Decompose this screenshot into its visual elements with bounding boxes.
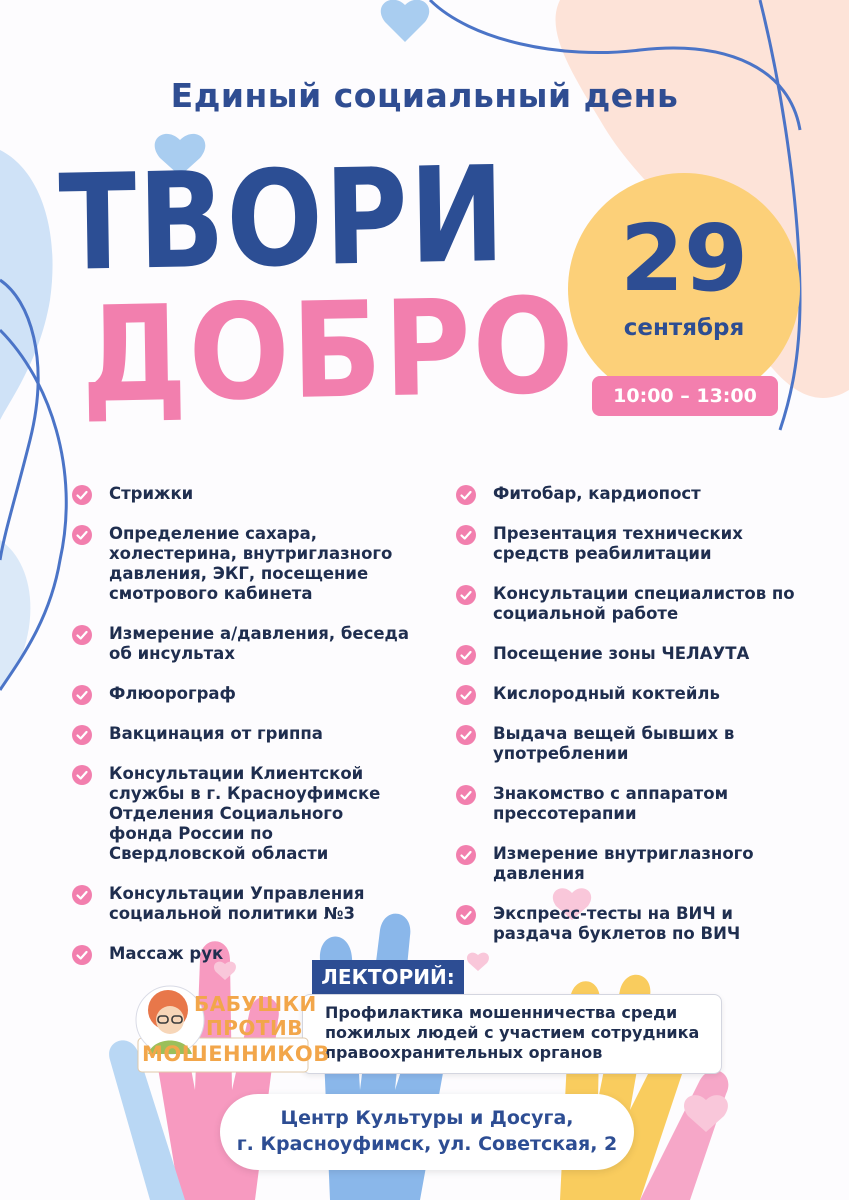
title-line-1: ТВОРИ xyxy=(57,137,508,301)
heart-icon xyxy=(467,953,489,971)
list-item xyxy=(456,844,806,884)
service-text: Консультации специалистов по социальной работе xyxy=(493,584,795,623)
check-circle-icon xyxy=(72,945,92,965)
lecture-tag: ЛЕКТОРИЙ: xyxy=(312,960,464,994)
logo-text-line1: БАБУШКИ xyxy=(194,992,317,1016)
list-item xyxy=(456,684,806,704)
service-text: Массаж рук xyxy=(109,944,224,963)
check-circle-icon xyxy=(456,845,476,865)
service-text: Определение сахара, холестерина, внутриглазного давления, ЭКГ, посещение смотрового кабинета xyxy=(109,524,393,603)
list-item xyxy=(456,724,806,764)
list-item xyxy=(456,904,806,944)
venue-box xyxy=(220,1094,634,1170)
date-circle xyxy=(568,173,800,405)
check-circle-icon xyxy=(72,765,92,785)
service-text: Флюорограф xyxy=(109,684,236,703)
check-circle-icon xyxy=(456,525,476,545)
list-item xyxy=(72,624,412,664)
list-item xyxy=(72,884,412,924)
lecture-text: Профилактика мошенничества среди пожилых людей с участием сотрудника правоохранительных органов xyxy=(325,1003,700,1062)
check-circle-icon xyxy=(72,485,92,505)
list-item xyxy=(72,724,412,744)
check-circle-icon xyxy=(456,725,476,745)
check-circle-icon xyxy=(456,905,476,925)
list-item xyxy=(456,584,806,624)
venue-address: г. Красноуфимск, ул. Советская, 2 xyxy=(236,1133,618,1155)
service-text: Измерение внутриглазного давления xyxy=(493,844,754,883)
title-line-2: ДОБРО xyxy=(79,269,577,433)
service-text: Знакомство с аппаратом прессотерапии xyxy=(493,784,729,823)
list-item xyxy=(456,784,806,824)
venue-name: Центр Культуры и Досуга, xyxy=(280,1107,574,1129)
list-item xyxy=(456,524,806,564)
list-item xyxy=(456,484,806,504)
list-item xyxy=(72,484,412,504)
logo-text-line2: ПРОТИВ xyxy=(206,1016,304,1040)
service-text: Консультации Управления социальной политики №3 xyxy=(109,884,365,923)
service-text: Вакцинация от гриппа xyxy=(109,724,323,743)
service-text: Фитобар, кардиопост xyxy=(493,484,701,503)
service-text: Посещение зоны ЧЕЛАУТА xyxy=(493,644,750,663)
check-circle-icon xyxy=(72,625,92,645)
date-month: сентября xyxy=(623,315,745,341)
date-day: 29 xyxy=(619,205,749,312)
service-text: Презентация технических средств реабилитации xyxy=(493,524,743,563)
check-circle-icon xyxy=(456,785,476,805)
heart-icon xyxy=(381,0,429,42)
service-text: Стрижки xyxy=(109,484,194,503)
time-badge: 10:00 – 13:00 xyxy=(592,376,778,416)
logo-text-line3: МОШЕННИКОВ xyxy=(142,1042,330,1066)
services-list-right xyxy=(456,484,806,944)
service-text: Консультации Клиентской службы в г. Красноуфимске Отделения Социального фонда России по Свердловской области xyxy=(109,764,381,863)
service-text: Измерение а/давления, беседа об инсультах xyxy=(109,624,410,663)
check-circle-icon xyxy=(72,525,92,545)
check-circle-icon xyxy=(72,885,92,905)
grandmas-logo xyxy=(124,980,330,1076)
check-circle-icon xyxy=(456,685,476,705)
check-circle-icon xyxy=(72,685,92,705)
list-item xyxy=(72,684,412,704)
check-circle-icon xyxy=(456,485,476,505)
list-item xyxy=(72,524,412,604)
service-text: Экспресс-тесты на ВИЧ и раздача буклетов по ВИЧ xyxy=(493,904,741,943)
list-item xyxy=(72,764,412,864)
service-text: Кислородный коктейль xyxy=(493,684,720,703)
check-circle-icon xyxy=(456,585,476,605)
list-item xyxy=(456,644,806,664)
event-subtitle: Единый социальный день xyxy=(170,76,679,115)
lecture-box xyxy=(302,994,722,1074)
services-list-left xyxy=(72,484,412,964)
check-circle-icon xyxy=(72,725,92,745)
service-text: Выдача вещей бывших в употреблении xyxy=(493,724,735,763)
check-circle-icon xyxy=(456,645,476,665)
